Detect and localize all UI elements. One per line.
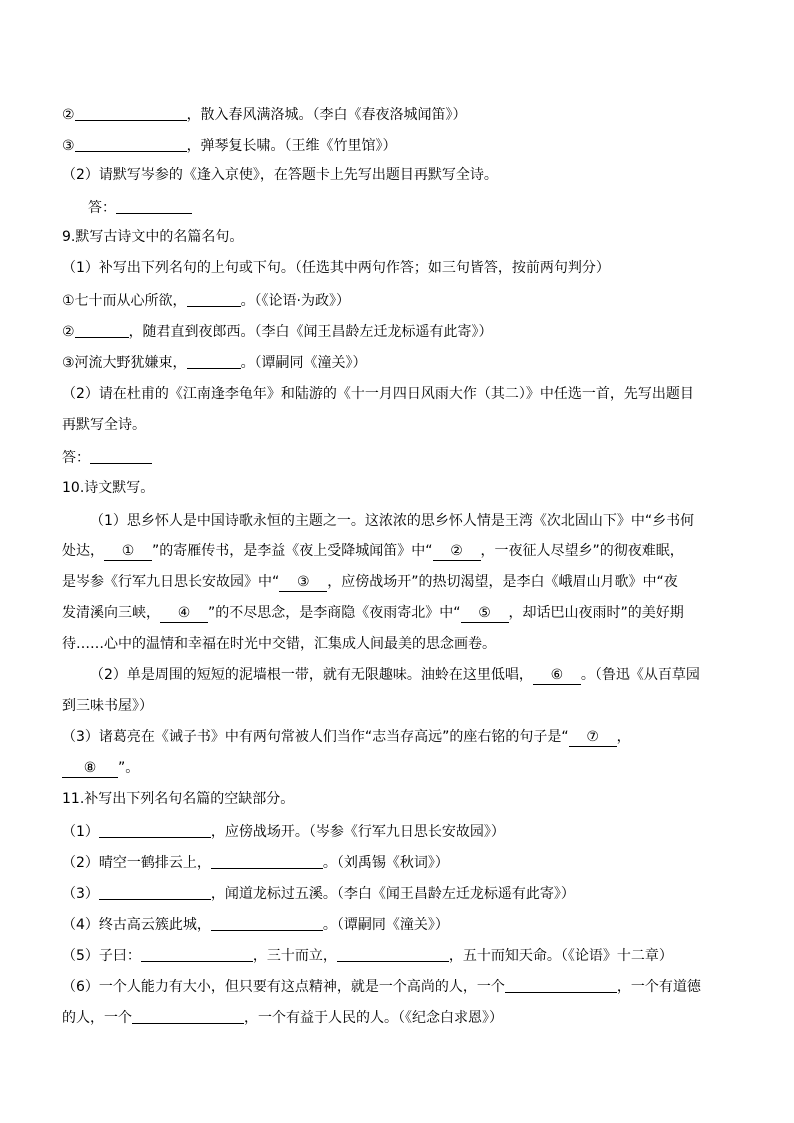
answer-blank[interactable]: ③ — [279, 573, 327, 592]
answer-blank[interactable] — [337, 945, 449, 962]
item-number: （3） — [62, 886, 99, 902]
q10-p1-line2 — [62, 540, 742, 562]
answer-blank[interactable] — [75, 104, 187, 121]
answer-blank[interactable]: ⑥ — [533, 666, 581, 685]
q9-part1: （1）补写出下列名句的上句或下句。（任选其中两句作答；如三句皆答，按前两句判分） — [62, 260, 610, 276]
line-text: （5）子曰： — [62, 948, 141, 964]
line-text: ，一个有益于人民的人。（《纪念白求恩》） — [244, 1010, 503, 1026]
answer-blank[interactable] — [75, 135, 187, 152]
line-text: （2）单是周围的短短的泥墙根一带，就有无限趣味。油蛉在这里低唱， — [90, 667, 533, 683]
line-text: 。（谭嗣同《潼关》） — [240, 355, 367, 371]
line-text: 。（《论语·为政》） — [240, 293, 351, 309]
line-text: ，却话巴山夜雨时”的美好期 — [508, 605, 684, 621]
line-text: ，弹琴复长啸。（王维《竹里馆》） — [186, 138, 397, 154]
answer-blank[interactable]: ⑦ — [569, 728, 617, 747]
q10-p1-line3 — [62, 571, 742, 593]
answer-blank[interactable] — [505, 976, 617, 993]
line-text: ，应傍战场开”的热切渴望，是李白《峨眉山月歌》中“夜 — [327, 574, 678, 590]
q9-answer-line — [62, 445, 742, 467]
line-text: ，随君直到夜郎西。（李白《闻王昌龄左迁龙标遥有此寄》） — [128, 324, 493, 340]
answer-blank[interactable]: ① — [104, 542, 152, 561]
line-text: 。（鲁迅《从百草园 — [580, 667, 700, 683]
q8-line-3 — [62, 133, 742, 155]
q11-item6-line1 — [62, 974, 742, 996]
line-text: ，散入春风满洛城。（李白《春夜洛城闻笛》） — [186, 107, 467, 123]
answer-blank[interactable] — [211, 914, 323, 931]
q10-title: 10.诗文默写。 — [62, 480, 155, 496]
answer-label: 答： — [88, 200, 116, 216]
answer-blank[interactable] — [187, 290, 241, 307]
item-number: （1） — [62, 824, 99, 840]
q11-item4 — [62, 912, 742, 934]
answer-blank[interactable] — [99, 821, 211, 838]
answer-blank[interactable] — [187, 352, 241, 369]
q10-p2-line1 — [90, 664, 770, 686]
item-number: ② — [62, 107, 75, 123]
line-text: ，五十而知天命。（《论语》十二章） — [448, 948, 673, 964]
q10-p1-line4 — [62, 602, 742, 624]
answer-blank[interactable] — [90, 447, 152, 464]
answer-blank[interactable] — [141, 945, 253, 962]
line-text: 处达， — [62, 543, 104, 559]
q11-item1 — [62, 819, 742, 841]
answer-blank[interactable] — [116, 197, 192, 214]
q9-part2-line1: （2）请在杜甫的《江南逢李龟年》和陆游的《十一月四日风雨大作（其二）》中任选一首，先写出题目 — [62, 386, 694, 402]
q10-p1-line1: （1）思乡怀人是中国诗歌永恒的主题之一。这浓浓的思乡怀人情是王湾《次北固山下》中“乡书何 — [90, 513, 695, 529]
q10-p2-line2: 到三味书屋》） — [62, 698, 153, 714]
line-text: ，应傍战场开。（岑参《行军九日思长安故园》） — [210, 824, 505, 840]
q8-line-2 — [62, 102, 742, 124]
line-text: （3）诸葛亮在《诫子书》中有两句常被人们当作“志当存高远”的座右铭的句子是“ — [62, 729, 569, 745]
q11-item3 — [62, 881, 742, 903]
answer-blank[interactable]: ④ — [160, 604, 208, 623]
q8-answer-line — [88, 195, 768, 217]
line-text: ”。 — [118, 760, 140, 776]
line-text: ”的不尽思念，是李商隐《夜雨寄北》中“ — [208, 605, 461, 621]
q9-item1 — [62, 288, 742, 310]
line-text: ①七十而从心所欲， — [62, 293, 187, 309]
line-text: （4）终古高云簇此城， — [62, 917, 211, 933]
line-text: 。（谭嗣同《潼关》） — [322, 917, 449, 933]
q9-item3 — [62, 350, 742, 372]
q9-item2 — [62, 319, 742, 341]
q10-p1-line5: 待……心中的温情和幸福在时光中交错，汇集成人间最美的思念画卷。 — [62, 636, 496, 652]
q9-title: 9.默写古诗文中的名篇名句。 — [62, 229, 244, 245]
answer-blank[interactable]: ⑤ — [461, 604, 509, 623]
q10-p3-line2 — [62, 757, 742, 779]
answer-blank[interactable] — [132, 1007, 244, 1024]
line-text: ”的寄雁传书，是李益《夜上受降城闻笛》中“ — [152, 543, 433, 559]
line-text: （6）一个人能力有大小，但只要有这点精神，就是一个高尚的人，一个 — [62, 979, 505, 995]
q11-title: 11.补写出下列名句名篇的空缺部分。 — [62, 791, 295, 807]
item-number: ② — [62, 324, 75, 340]
line-text: ，一夜征人尽望乡”的彻夜难眠， — [480, 543, 684, 559]
line-text: 。（刘禹锡《秋词》） — [322, 855, 449, 871]
line-text: ③河流大野犹嫌束， — [62, 355, 187, 371]
answer-blank[interactable] — [211, 852, 323, 869]
answer-label: 答： — [62, 450, 90, 466]
answer-blank[interactable] — [99, 883, 211, 900]
line-text: ，一个有道德 — [616, 979, 701, 995]
q9-part2-line2: 再默写全诗。 — [62, 417, 146, 433]
line-text: ，闻道龙标过五溪。（李白《闻王昌龄左迁龙标遥有此寄》） — [210, 886, 575, 902]
line-text: 发清溪向三峡， — [62, 605, 160, 621]
answer-blank[interactable]: ⑧ — [62, 759, 118, 778]
q11-item5 — [62, 943, 742, 965]
q11-item2 — [62, 850, 742, 872]
q8-part2: （2）请默写岑参的《逢入京使》，在答题卡上先写出题目再默写全诗。 — [62, 167, 498, 183]
line-text: ， — [616, 729, 631, 745]
item-number: ③ — [62, 138, 75, 154]
line-text: ，三十而立， — [252, 948, 337, 964]
q11-item6-line2 — [62, 1005, 742, 1027]
answer-blank[interactable]: ② — [433, 542, 481, 561]
line-text: 是岑参《行军九日思长安故园》中“ — [62, 574, 280, 590]
q10-p3-line1 — [62, 726, 742, 748]
answer-blank[interactable] — [75, 321, 129, 338]
line-text: （2）晴空一鹤排云上， — [62, 855, 211, 871]
line-text: 的人，一个 — [62, 1010, 132, 1026]
